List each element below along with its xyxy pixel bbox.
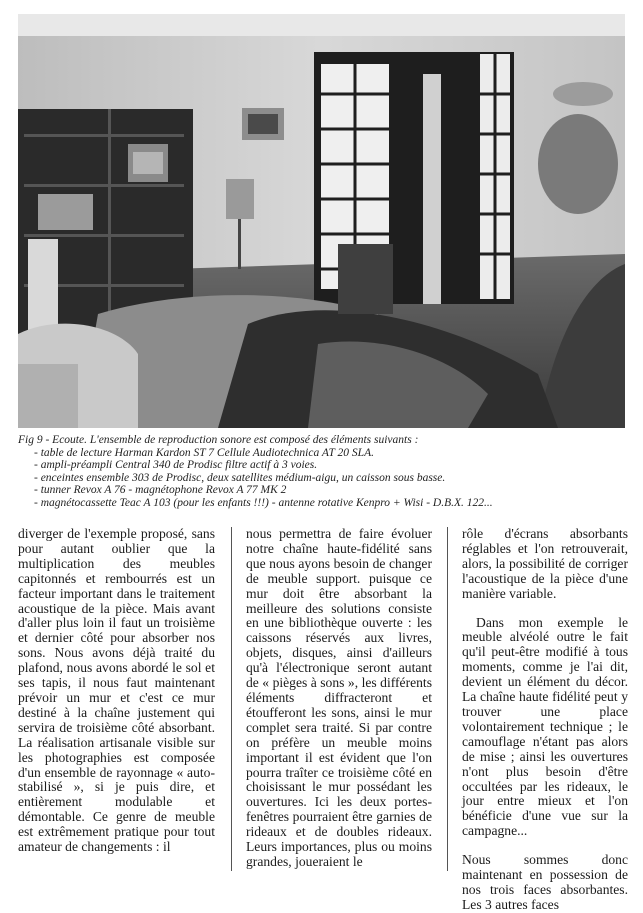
caption-item: - enceintes ensemble 303 de Prodisc, deux satellites médium-aigu, un caisson sous basse.: [34, 471, 446, 484]
text-column-1: [18, 527, 215, 855]
text-column-3: [462, 527, 628, 913]
paragraph: Nous sommes donc maintenant en possession de nos trois faces absorbantes. Les 3 autres faces: [462, 852, 628, 912]
caption-lead: Fig 9 - Ecoute. L'ensemble de reproduction sonore est composé des éléments suivants :: [18, 434, 419, 446]
caption-item: - magnétocassette Teac A 103 (pour les enfants !!!) - antenne rotative Kenpro + Wisi - D.B.X. 122...: [34, 496, 493, 509]
paragraph: diverger de l'exemple proposé, sans pour autant oublier que la multiplication des meubles capitonnés et rembourrés est un facteur important dans le traitement acoustique de la pièce. Mais avant d'aller plus loin il faut un troisième et dernier côté pour absorber nos sons. Nous avons déjà traité du plafond, nous avons abordé le sol et ses tapis, il nous faut maintenant prévoir un mur et c'est ce mur destiné à la chaîne justement qui servira de troisième côté absorbant. La réalisation artisanale visible sur les photographies est composée d'un ensemble de rayonnage « auto-stabilisé », si je puis dire, et entièrement modulable et démontable. Ce genre de meuble est extrêmement pratique pour tout amateur de changements : il: [18, 526, 215, 855]
paragraph: nous permettra de faire évoluer notre chaîne haute-fidélité sans que nous ayons besoin de changer de meuble support. puisque ce mur doit être absorbant la meilleure des solutions consiste en une bibliothèque ouverte : les caissons réservés aux livres, objets, disques, ainsi d'ailleurs qu'à l'électronique seront autant de « pièges à sons », les différents éléments diffracteront et étoufferont les sons, ainsi le mur complet sera traité. Si par contre on préfère un meuble moins important il est évident que l'on pourra traîter ce troisième côté en choisissant le mur possédant les ouvertures. Ici les deux portes-fenêtres pourraient être garnies de rideaux et de doubles rideaux. Leurs importances, plus ou moins grandes, joueraient le: [246, 526, 432, 869]
column-divider: [231, 527, 232, 871]
paragraph: rôle d'écrans absorbants réglables et l'on retrouverait, alors, la possibilité de corriger l'acoustique de la pièce d'une manière variable.: [462, 526, 628, 601]
figure-caption: [18, 434, 628, 510]
paragraph: Dans mon exemple le meuble alvéolé outre le fait qu'il peut-être modifié à tous moments, comme je l'ai dit, devient un élément du décor. La chaîne haute fidélité peut y trouver une place volontairement technique ; le camouflage n'étant pas alors de mise ; ainsi les ouvertures n'ont plus besoin d'être occultées par les rideaux, le jour entre mieux et l'on bénéficie d'une vue sur la campagne...: [462, 614, 628, 839]
caption-item: - ampli-préampli Central 340 de Prodisc filtre actif à 3 voies.: [34, 459, 318, 472]
caption-item: - tunner Revox A 76 - magnétophone Revox A 77 MK 2: [34, 484, 287, 497]
caption-item: - table de lecture Harman Kardon ST 7 Cellule Audiotechnica AT 20 SLA.: [34, 446, 374, 459]
listening-room-photo: [18, 14, 625, 428]
column-divider: [447, 527, 448, 871]
text-column-2: [246, 527, 432, 870]
